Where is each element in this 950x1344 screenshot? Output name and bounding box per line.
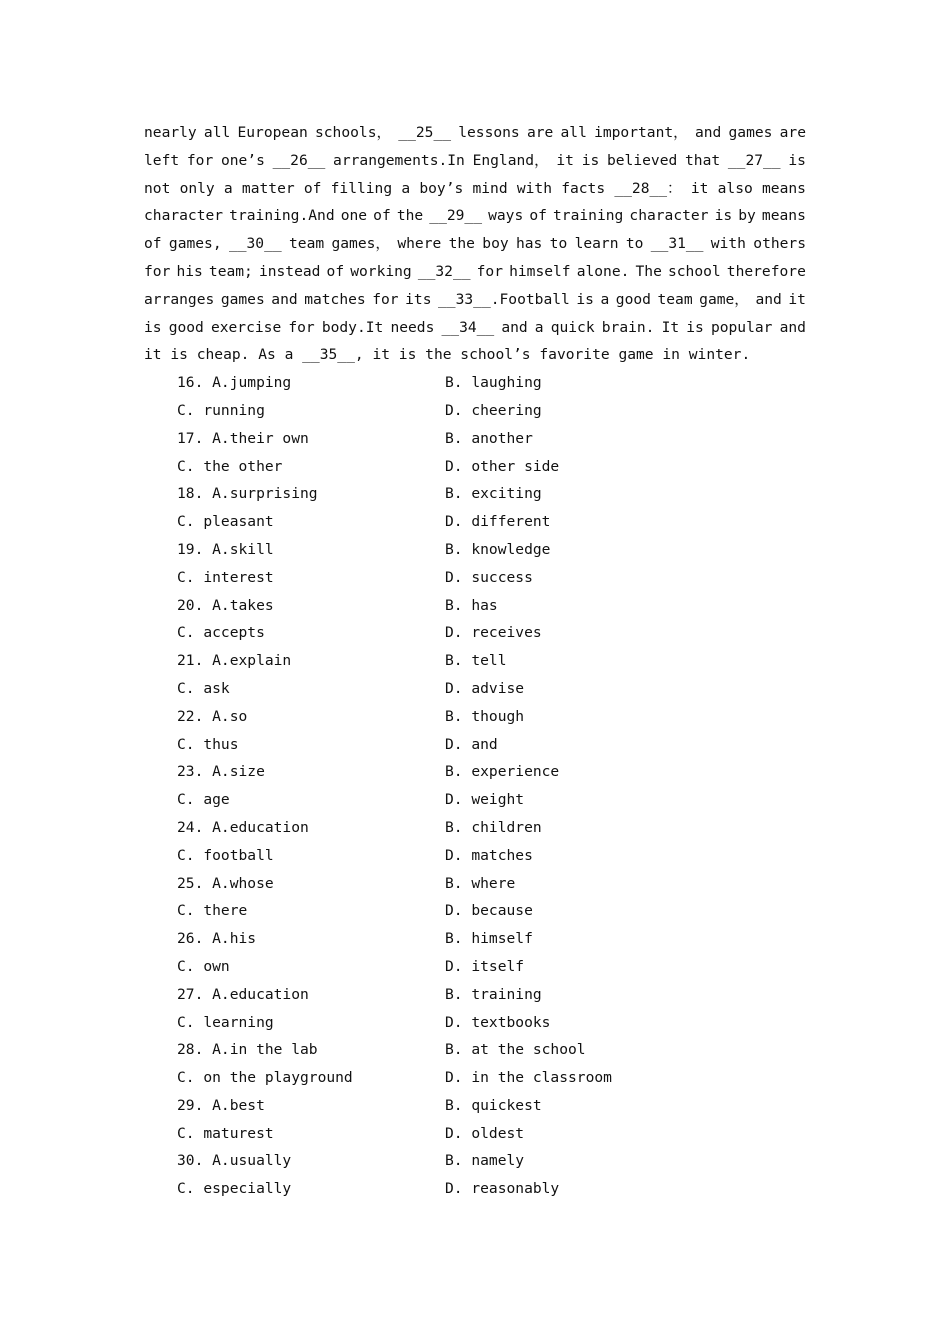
option-a: 22. A.so bbox=[177, 707, 248, 725]
passage-word: good bbox=[615, 290, 651, 308]
option-c: C. especially bbox=[177, 1180, 292, 1198]
option-c: C. football bbox=[177, 846, 274, 864]
option-row bbox=[144, 592, 806, 620]
option-d: D. textbooks bbox=[445, 1013, 551, 1031]
option-row bbox=[144, 453, 806, 481]
passage-word: and bbox=[271, 290, 298, 308]
option-row bbox=[144, 897, 806, 925]
option-a: 18. A.surprising bbox=[177, 485, 318, 503]
passage-word: for bbox=[186, 151, 214, 169]
option-d: D. other side bbox=[445, 457, 560, 475]
passage-line-text: it is cheap. As a __35__, it is the school’s favorite game in winter. bbox=[144, 346, 751, 364]
passage-word: games bbox=[728, 124, 773, 141]
option-d: D. cheering bbox=[445, 401, 542, 419]
option-b: B. tell bbox=[445, 652, 507, 670]
option-a: 25. A.whose bbox=[177, 874, 274, 892]
passage-word: facts bbox=[561, 179, 606, 197]
option-row bbox=[144, 981, 806, 1009]
passage-word: lessons bbox=[458, 124, 520, 141]
option-row bbox=[144, 647, 806, 675]
option-c: C. maturest bbox=[177, 1124, 274, 1142]
option-a: 24. A.education bbox=[177, 818, 309, 836]
option-row bbox=[144, 703, 806, 731]
passage-word: and bbox=[755, 290, 782, 308]
option-d: D. itself bbox=[445, 957, 525, 975]
passage-word: all bbox=[560, 124, 587, 141]
option-row bbox=[144, 508, 806, 536]
option-row bbox=[144, 397, 806, 425]
passage-word: mind bbox=[472, 179, 508, 197]
option-row bbox=[144, 1120, 806, 1148]
option-row bbox=[144, 425, 806, 453]
passage-line bbox=[144, 175, 806, 203]
option-row bbox=[144, 1036, 806, 1064]
passage-word: means bbox=[762, 179, 806, 197]
passage-word: the bbox=[396, 207, 424, 225]
passage-word: __25__ bbox=[398, 124, 452, 141]
passage-word: of bbox=[373, 207, 391, 225]
option-a: 30. A.usually bbox=[177, 1152, 292, 1170]
option-d: D. because bbox=[445, 902, 533, 920]
passage-word: are bbox=[526, 124, 554, 141]
passage-word: is bbox=[714, 207, 733, 225]
passage-word: of bbox=[326, 262, 345, 280]
passage-word: matches bbox=[304, 290, 366, 308]
option-row bbox=[144, 786, 806, 814]
option-c: C. ask bbox=[177, 679, 230, 697]
passage-word: a bbox=[401, 179, 411, 197]
passage-line bbox=[144, 341, 806, 369]
passage-word: __30__ bbox=[228, 235, 282, 253]
passage-word: it bbox=[690, 179, 709, 197]
option-row bbox=[144, 369, 806, 397]
passage-word: is bbox=[788, 151, 806, 169]
passage-word: __34__ bbox=[441, 318, 495, 336]
passage-word: learn bbox=[574, 235, 619, 253]
option-a: 20. A.takes bbox=[177, 596, 274, 614]
passage-word: a bbox=[600, 290, 610, 308]
passage-word: games， bbox=[331, 235, 391, 253]
option-b: B. namely bbox=[445, 1152, 525, 1170]
passage-word: team; bbox=[208, 262, 253, 280]
passage-word: team bbox=[289, 235, 325, 253]
option-d: D. success bbox=[445, 568, 533, 586]
option-c: C. age bbox=[177, 791, 230, 809]
option-a: 26. A.his bbox=[177, 930, 257, 948]
passage-word: a bbox=[223, 179, 233, 197]
passage-word: needs bbox=[390, 318, 435, 336]
option-c: C. thus bbox=[177, 735, 239, 753]
passage-word: European bbox=[237, 124, 308, 141]
option-row bbox=[144, 1175, 806, 1203]
option-b: B. where bbox=[445, 874, 516, 892]
passage-word: __27__ bbox=[727, 151, 781, 169]
passage-word: team bbox=[657, 290, 693, 308]
option-a: 16. A.jumping bbox=[177, 374, 292, 392]
passage-word: and bbox=[779, 318, 806, 336]
option-b: B. at the school bbox=[445, 1041, 586, 1059]
option-c: C. the other bbox=[177, 457, 283, 475]
option-a: 23. A.size bbox=[177, 763, 265, 781]
option-b: B. training bbox=[445, 985, 542, 1003]
option-a: 21. A.explain bbox=[177, 652, 292, 670]
passage-word: filling bbox=[330, 179, 393, 197]
option-row bbox=[144, 814, 806, 842]
passage-word: The bbox=[635, 262, 662, 280]
option-d: D. reasonably bbox=[445, 1180, 560, 1198]
passage-word: it bbox=[556, 151, 574, 169]
passage-word: for bbox=[476, 262, 503, 280]
option-row bbox=[144, 842, 806, 870]
option-b: B. exciting bbox=[445, 485, 542, 503]
option-b: B. knowledge bbox=[445, 540, 551, 558]
passage-word: not bbox=[144, 179, 171, 197]
option-row bbox=[144, 870, 806, 898]
passage-word: has bbox=[515, 235, 543, 253]
passage-line bbox=[144, 286, 806, 314]
passage-word: brain. bbox=[601, 318, 655, 336]
passage-word: working bbox=[350, 262, 412, 280]
passage-line bbox=[144, 258, 806, 286]
option-c: C. own bbox=[177, 957, 230, 975]
passage-word: England， bbox=[472, 151, 549, 169]
passage-word: __31__ bbox=[650, 235, 704, 253]
cloze-passage bbox=[144, 119, 806, 369]
option-row bbox=[144, 480, 806, 508]
passage-word: arrangements.In bbox=[333, 151, 465, 169]
passage-word: is bbox=[581, 151, 600, 169]
passage-word: one’s bbox=[220, 151, 265, 169]
option-row bbox=[144, 1064, 806, 1092]
option-b: B. quickest bbox=[445, 1096, 542, 1114]
option-d: D. oldest bbox=[445, 1124, 525, 1142]
passage-word: the bbox=[448, 235, 475, 253]
passage-word: believed bbox=[606, 151, 678, 169]
option-b: B. has bbox=[445, 596, 498, 614]
passage-word: only bbox=[179, 179, 215, 197]
passage-word: ways bbox=[488, 207, 524, 225]
passage-word: it bbox=[788, 290, 806, 308]
passage-line bbox=[144, 202, 806, 230]
option-d: D. matches bbox=[445, 846, 533, 864]
passage-word: matter bbox=[241, 179, 295, 197]
passage-word: for bbox=[144, 262, 171, 280]
passage-word: left bbox=[144, 151, 180, 169]
passage-word: and bbox=[501, 318, 528, 336]
passage-word: therefore bbox=[726, 262, 806, 280]
option-d: D. weight bbox=[445, 791, 525, 809]
passage-word: schools， bbox=[314, 124, 392, 141]
passage-word: training bbox=[553, 207, 624, 225]
option-row bbox=[144, 675, 806, 703]
option-c: C. running bbox=[177, 401, 265, 419]
option-row bbox=[144, 1147, 806, 1175]
passage-word: arranges bbox=[144, 290, 215, 308]
passage-word: games, bbox=[168, 235, 222, 253]
option-b: B. children bbox=[445, 818, 542, 836]
option-c: C. interest bbox=[177, 568, 274, 586]
passage-word: one bbox=[340, 207, 368, 225]
passage-word: nearly bbox=[144, 124, 197, 141]
passage-word: all bbox=[203, 124, 231, 141]
passage-line bbox=[144, 147, 806, 175]
passage-word: game， bbox=[699, 290, 749, 308]
passage-word: good bbox=[168, 318, 204, 336]
passage-word: for bbox=[372, 290, 399, 308]
passage-word: are bbox=[779, 124, 806, 141]
option-a: 27. A.education bbox=[177, 985, 309, 1003]
passage-word: games bbox=[220, 290, 265, 308]
option-row bbox=[144, 1009, 806, 1037]
passage-word: where bbox=[397, 235, 442, 253]
passage-word: boy bbox=[482, 235, 509, 253]
passage-word: important， bbox=[594, 124, 688, 141]
option-d: D. advise bbox=[445, 679, 525, 697]
passage-word: of bbox=[144, 235, 162, 253]
passage-word: quick bbox=[550, 318, 595, 336]
passage-word: with bbox=[710, 235, 746, 253]
passage-word: to bbox=[549, 235, 568, 253]
document-page bbox=[144, 119, 806, 1203]
passage-word: also bbox=[717, 179, 753, 197]
passage-word: to bbox=[625, 235, 644, 253]
option-a: 17. A.their own bbox=[177, 429, 309, 447]
passage-word: of bbox=[529, 207, 547, 225]
option-a: 29. A.best bbox=[177, 1096, 265, 1114]
option-row bbox=[144, 1092, 806, 1120]
passage-word: with bbox=[516, 179, 552, 197]
passage-word: for bbox=[288, 318, 315, 336]
option-b: B. laughing bbox=[445, 374, 542, 392]
passage-word: popular bbox=[710, 318, 773, 336]
option-c: C. learning bbox=[177, 1013, 274, 1031]
passage-word: __29__ bbox=[429, 207, 482, 225]
option-b: B. another bbox=[445, 429, 533, 447]
option-d: D. receives bbox=[445, 624, 542, 642]
passage-word: character bbox=[629, 207, 709, 225]
passage-word: is bbox=[144, 318, 162, 336]
passage-word: instead bbox=[258, 262, 321, 280]
option-a: 19. A.skill bbox=[177, 540, 274, 558]
option-d: D. and bbox=[445, 735, 498, 753]
passage-word: himself bbox=[509, 262, 571, 280]
passage-word: is bbox=[576, 290, 594, 308]
passage-line bbox=[144, 314, 806, 342]
option-b: B. himself bbox=[445, 930, 533, 948]
option-row bbox=[144, 731, 806, 759]
passage-word: __28__： bbox=[614, 179, 682, 197]
option-c: C. there bbox=[177, 902, 248, 920]
option-row bbox=[144, 758, 806, 786]
option-c: C. accepts bbox=[177, 624, 265, 642]
passage-word: by bbox=[738, 207, 756, 225]
option-c: C. on the playground bbox=[177, 1069, 353, 1087]
passage-word: that bbox=[685, 151, 721, 169]
option-c: C. pleasant bbox=[177, 513, 274, 531]
passage-word: It bbox=[661, 318, 680, 336]
passage-word: training.And bbox=[229, 207, 335, 225]
passage-word: and bbox=[694, 124, 722, 141]
passage-word: means bbox=[761, 207, 806, 225]
passage-line bbox=[144, 230, 806, 258]
passage-word: of bbox=[303, 179, 322, 197]
passage-word: others bbox=[753, 235, 806, 253]
option-row bbox=[144, 953, 806, 981]
option-row bbox=[144, 925, 806, 953]
passage-word: character bbox=[144, 207, 224, 225]
option-a: 28. A.in the lab bbox=[177, 1041, 318, 1059]
passage-word: is bbox=[686, 318, 704, 336]
option-b: B. though bbox=[445, 707, 525, 725]
passage-word: __32__ bbox=[417, 262, 471, 280]
passage-word: alone. bbox=[576, 262, 630, 280]
passage-word: school bbox=[667, 262, 721, 280]
passage-line bbox=[144, 119, 806, 147]
passage-word: __26__ bbox=[272, 151, 326, 169]
passage-word: his bbox=[176, 262, 203, 280]
passage-word: __33__.Football bbox=[438, 290, 570, 308]
option-row bbox=[144, 619, 806, 647]
answer-options-list bbox=[144, 369, 806, 1203]
option-b: B. experience bbox=[445, 763, 560, 781]
passage-word: a bbox=[534, 318, 544, 336]
option-d: D. in the classroom bbox=[445, 1069, 612, 1087]
option-d: D. different bbox=[445, 513, 551, 531]
passage-word: body.It bbox=[321, 318, 384, 336]
passage-word: boy’s bbox=[419, 179, 464, 197]
passage-word: exercise bbox=[210, 318, 282, 336]
option-row bbox=[144, 536, 806, 564]
passage-word: its bbox=[405, 290, 432, 308]
option-row bbox=[144, 564, 806, 592]
